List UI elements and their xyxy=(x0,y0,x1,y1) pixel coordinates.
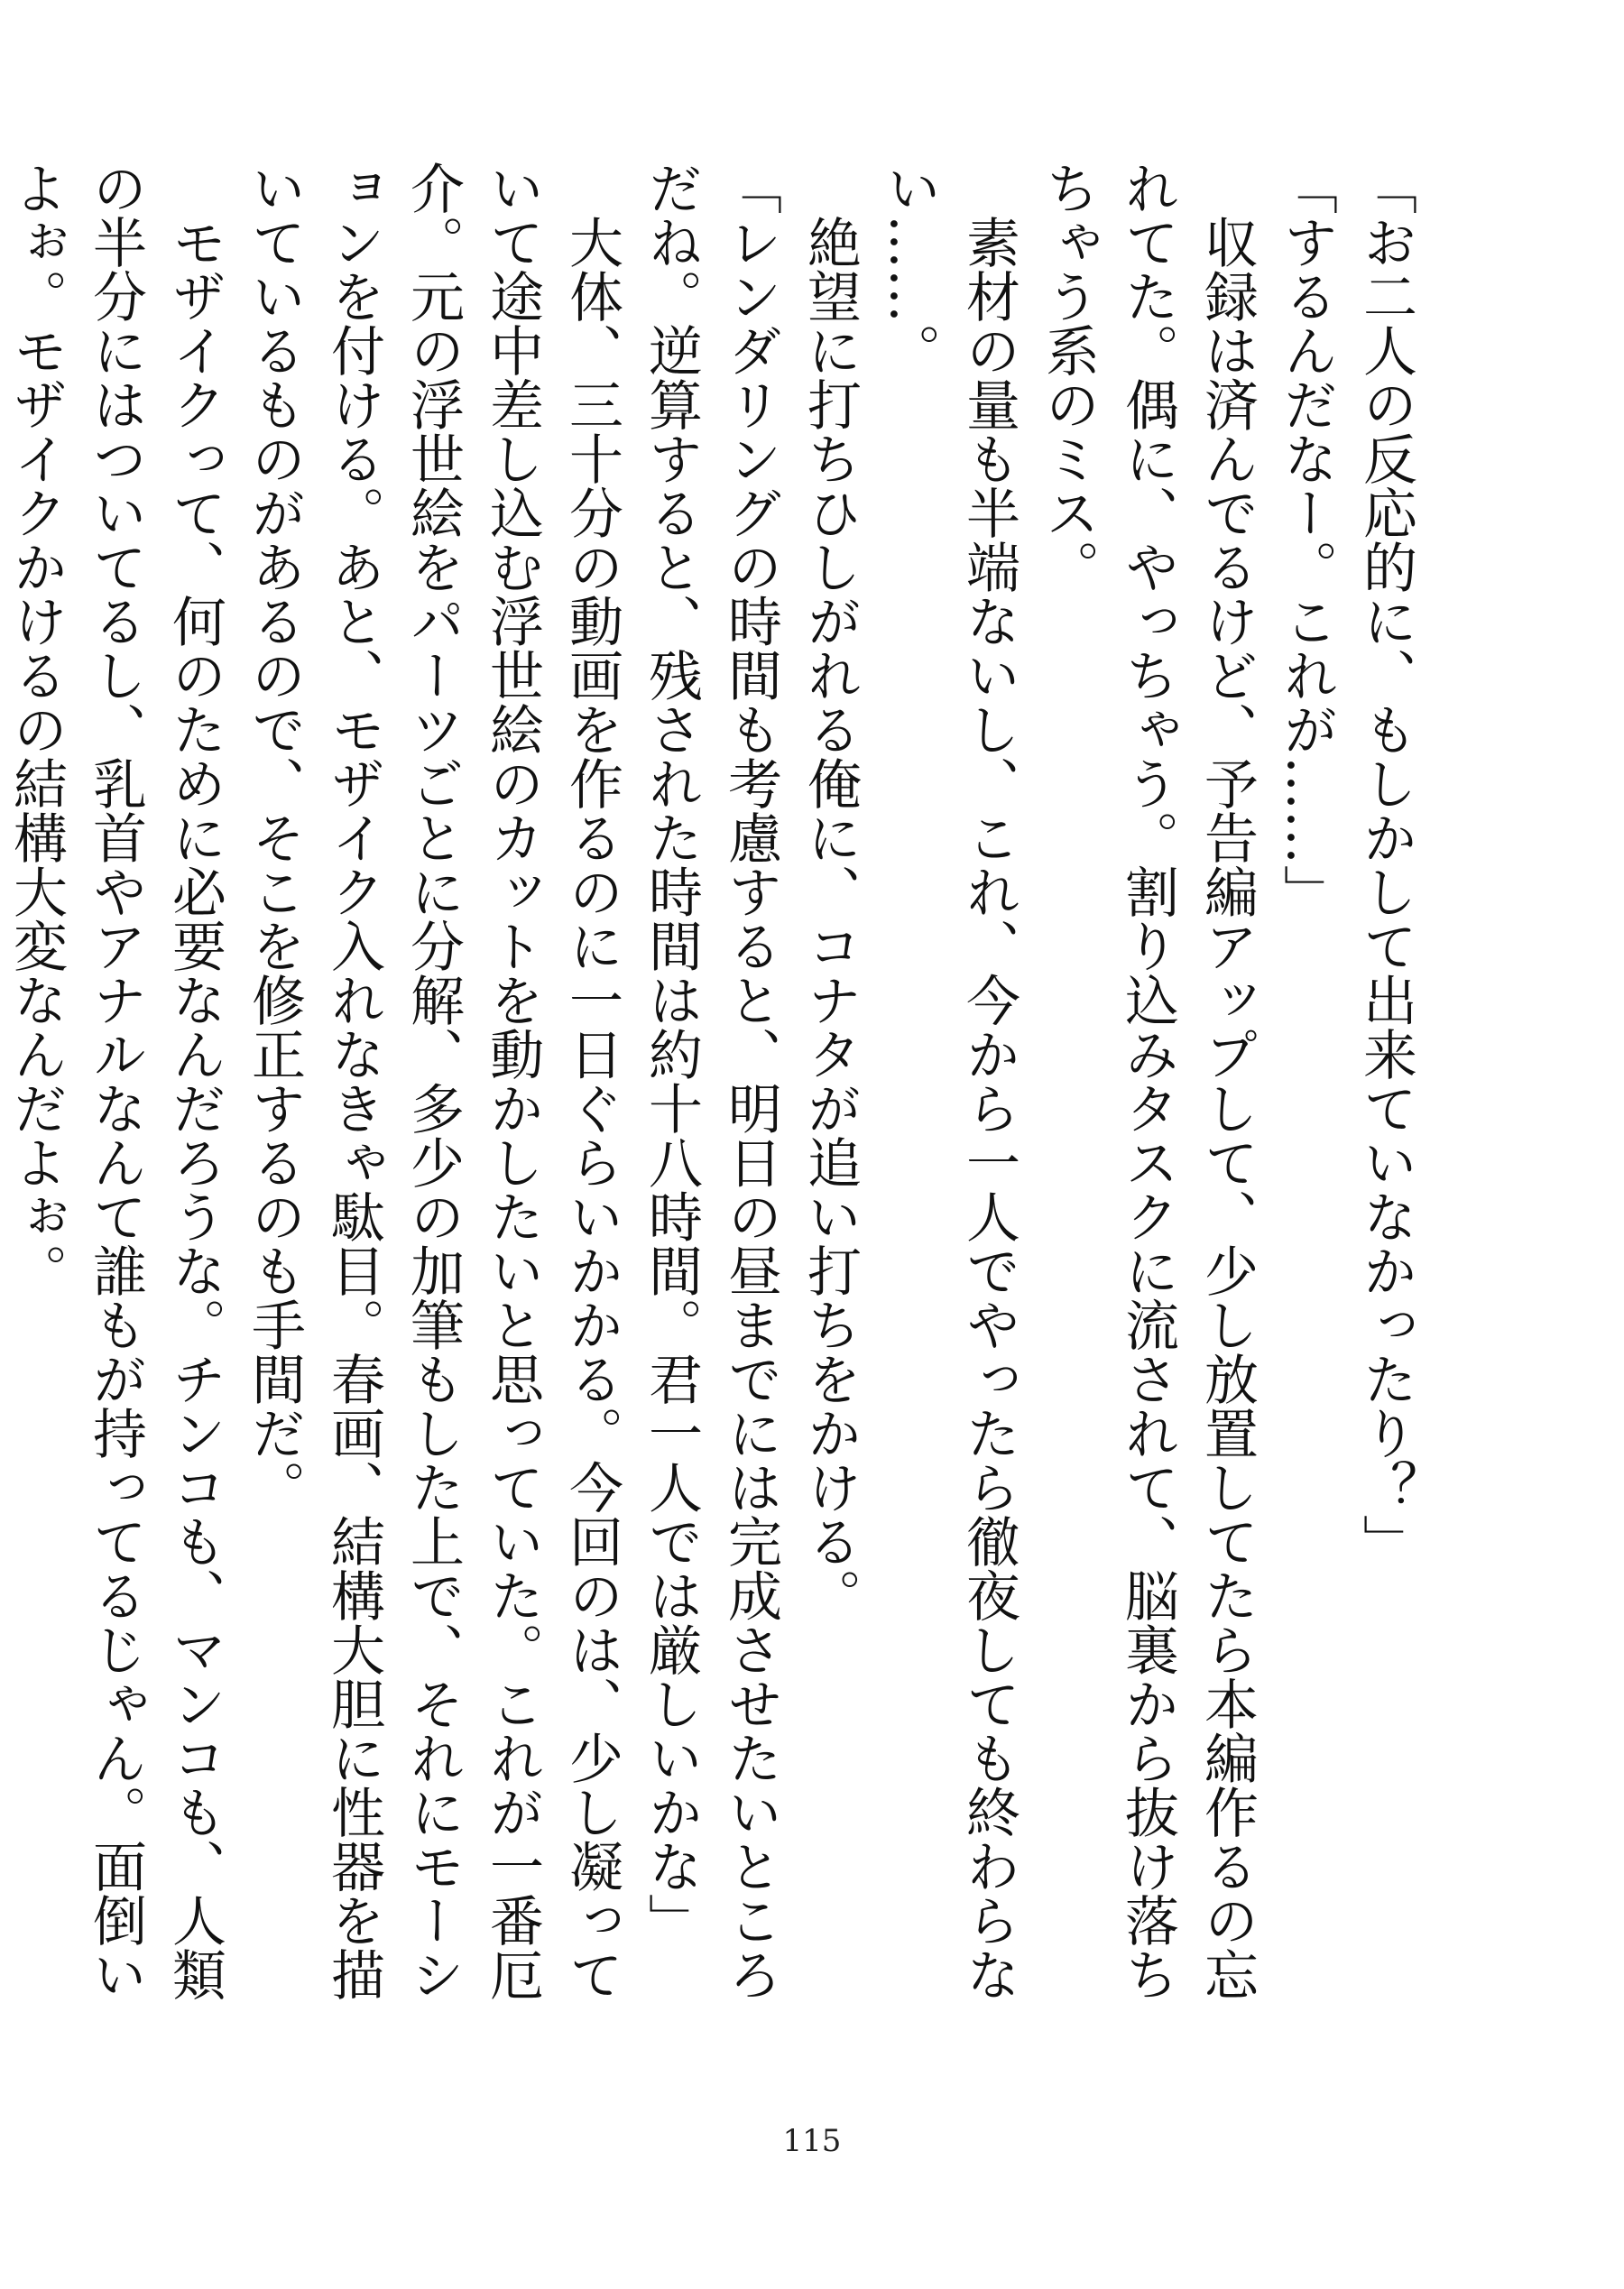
vertical-text-block xyxy=(5,161,1426,2051)
paragraph: 「レンダリングの時間も考慮すると、明日の昼までには完成させたいところだね。逆算すると、残された時間は約十八時間。君一人では厳しいかな」 xyxy=(640,161,782,2001)
paragraph: 大体、三十分の動画を作るのに一日ぐらいかかる。今回のは、少し凝っていて途中差し込む浮世絵のカットを動かしたいと思っていた。これが一番厄介。元の浮世絵をパーツごとに分解、多少の加筆もした上で、それにモーションを付ける。あと、モザイク入れなきゃ駄目。春画、結構大胆に性器を描いているものがあるので、そこを修正するのも手間だ。 xyxy=(243,161,623,2001)
paragraph: 絶望に打ちひしがれる俺に、コナタが追い打ちをかける。 xyxy=(798,215,862,1622)
paragraph: 収録は済んでるけど、予告編アップして、少し放置してたら本編作るの忘れてた。偶に、やっちゃう。割り込みタスクに流されて、脳裏から抜け落ちちゃう系のミス。 xyxy=(1037,161,1259,2001)
paragraph: 素材の量も半端ないし、これ、今から一人でやったら徹夜しても終わらない……。 xyxy=(878,161,1020,2001)
paragraph: 「お二人の反応的に、もしかして出来ていなかったり？」 xyxy=(1354,161,1417,1568)
paragraph: モザイクって、何のために必要なんだろうな。チンコも、マンコも、人類の半分にはついてるし、乳首やアナルなんて誰もが持ってるじゃん。面倒いよぉ。モザイクかけるの結構大変なんだよぉ。 xyxy=(5,161,226,2001)
paragraph: 「するんだなー。これが……」 xyxy=(1275,161,1338,918)
page-number: 115 xyxy=(782,2123,842,2159)
